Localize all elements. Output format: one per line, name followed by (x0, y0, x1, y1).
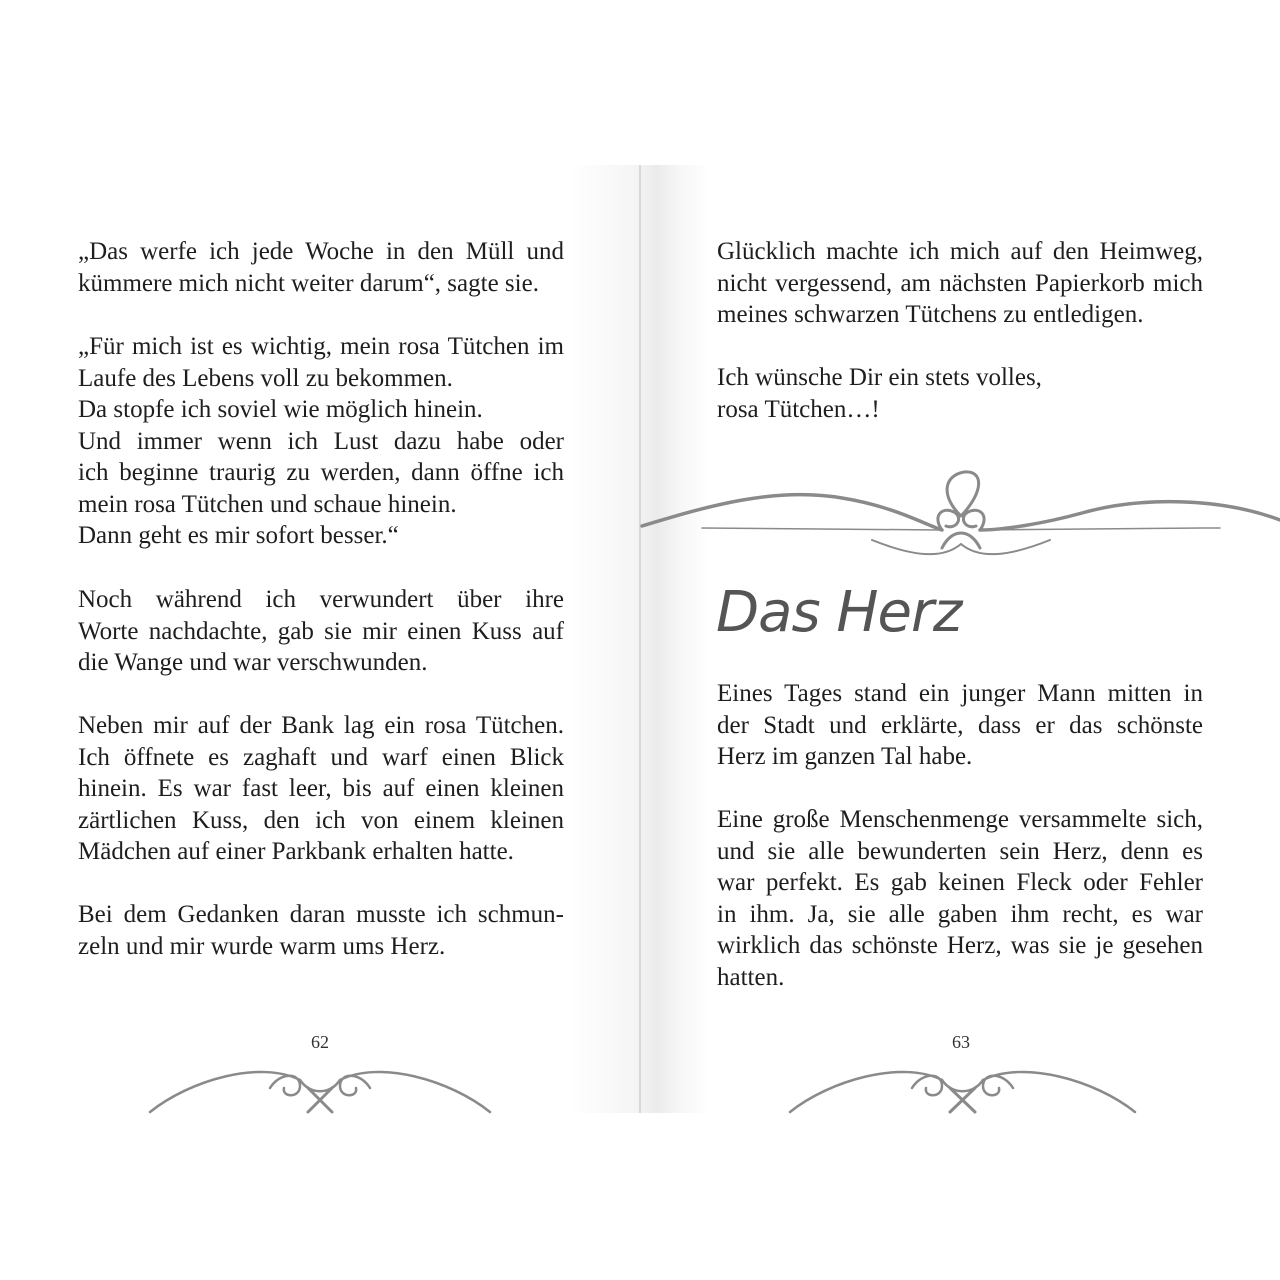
left-paragraph-3 (78, 584, 564, 679)
right-paragraph-1 (717, 236, 1203, 331)
right-paragraph-4 (717, 804, 1203, 993)
text-line: Dann geht es mir sofort besser.“ (78, 522, 399, 549)
text-line: mein rosa Tütchen und schaue hinein. (78, 490, 457, 518)
text-line: zärtlichen Kuss, den ich von einem kleinen (78, 806, 564, 834)
text-line: hatten. (717, 963, 785, 991)
text-line: Herz im ganzen Tal habe. (717, 743, 973, 770)
text-line: in ihm. Ja, sie alle gaben ihm recht, es war (717, 900, 1203, 928)
text-line: Da stopfe ich soviel wie möglich hinein. (78, 396, 483, 423)
text-line: Und immer wenn ich Lust dazu habe oder (78, 427, 564, 455)
text-line: wirklich das schönste Herz, was sie je gesehen (717, 932, 1203, 959)
left-paragraph-1 (78, 236, 564, 299)
text-line: Worte nachdachte, gab sie mir einen Kuss auf (78, 617, 564, 645)
text-line: zeln und mir wurde warm ums Herz. (78, 932, 446, 960)
text-line: rosa Tütchen…! (717, 395, 880, 423)
text-line: die Wange und war verschwunden. (78, 649, 428, 676)
text-line: nicht vergessend, am nächsten Papierkorb mich (717, 269, 1203, 297)
text-line: „Das werfe ich jede Woche in den Müll und (78, 238, 564, 265)
left-paragraph-2 (78, 331, 564, 552)
flourish-footer-right-icon (790, 1050, 1135, 1115)
text-line: Ich wünsche Dir ein stets volles, (717, 364, 1042, 391)
text-line: Noch während ich verwundert über ihre (78, 586, 564, 613)
text-line: hinein. Es war fast leer, bis auf einen kleinen (78, 775, 564, 802)
right-paragraph-2 (717, 362, 1203, 425)
text-line: Eines Tages stand ein junger Mann mitten in (717, 680, 1203, 707)
right-paragraph-3 (717, 678, 1203, 773)
text-line: Ich öffnete es zaghaft und warf einen Blick (78, 743, 564, 771)
text-line: Mädchen auf einer Parkbank erhalten hatte. (78, 838, 514, 865)
flourish-divider-icon (642, 468, 1280, 568)
page-number-left: 62 (311, 1032, 329, 1052)
text-line: Eine große Menschenmenge versammelte sich, (717, 806, 1203, 833)
text-line: und sie alle bewunderten sein Herz, denn es (717, 837, 1203, 865)
text-line: Neben mir auf der Bank lag ein rosa Tütchen. (78, 712, 564, 739)
left-paragraph-4 (78, 710, 564, 868)
text-line: Bei dem Gedanken daran musste ich schmun- (78, 901, 564, 928)
page-number-right: 63 (952, 1032, 970, 1052)
left-paragraph-5 (78, 899, 564, 962)
text-line: Glücklich machte ich mich auf den Heimweg, (717, 238, 1203, 265)
flourish-footer-left-icon (150, 1050, 490, 1115)
text-line: meines schwarzen Tütchens zu entledigen. (717, 301, 1144, 328)
text-line: ich beginne traurig zu werden, dann öffne ich (78, 459, 564, 486)
chapter-title: Das Herz (716, 580, 962, 645)
text-line: war perfekt. Es gab keinen Fleck oder Fehler (717, 869, 1203, 896)
text-line: kümmere mich nicht weiter darum“, sagte sie. (78, 269, 539, 297)
gutter-line (639, 165, 641, 1113)
text-line: Laufe des Lebens voll zu bekommen. (78, 364, 453, 392)
text-line: „Für mich ist es wichtig, mein rosa Tütchen im (78, 333, 564, 360)
text-line: der Stadt und erklärte, dass er das schönste (717, 711, 1203, 739)
